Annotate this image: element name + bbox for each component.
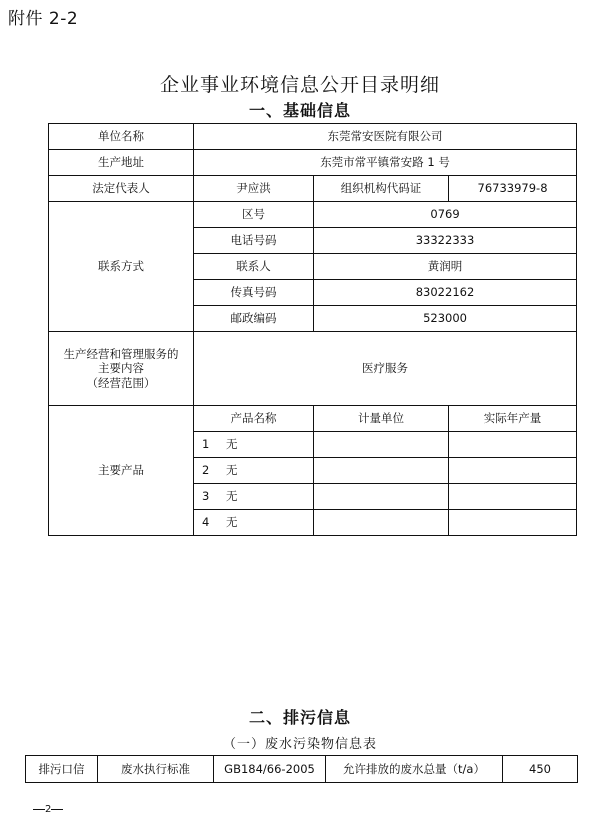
legal-rep-value: 尹应洪: [194, 176, 314, 202]
product-name: 无: [226, 437, 238, 452]
table-row: [49, 150, 577, 176]
product-name-cell: [194, 458, 314, 484]
contact-fax-label: 传真号码: [194, 280, 314, 306]
product-number: 3: [202, 489, 210, 504]
scope-value: 医疗服务: [194, 332, 577, 406]
table-row: [49, 176, 577, 202]
product-name-cell: [194, 432, 314, 458]
scope-label: [49, 332, 194, 406]
total-discharge-label: 允许排放的废水总量（t/a）: [326, 756, 503, 783]
address-value: 东莞市常平镇常安路 1 号: [194, 150, 577, 176]
product-unit-cell: [314, 510, 449, 536]
contact-person-label: 联系人: [194, 254, 314, 280]
contact-person-value: 黄润明: [314, 254, 577, 280]
total-discharge-value: 450: [503, 756, 578, 783]
section1-title: 一、基础信息: [248, 101, 351, 120]
product-name-cell: [194, 510, 314, 536]
page-number-dash: [51, 809, 63, 810]
contact-postcode-value: 523000: [314, 306, 577, 332]
page-number-dash: [33, 809, 45, 810]
product-output-cell: [449, 432, 577, 458]
contact-postcode-label: 邮政编码: [194, 306, 314, 332]
contact-label: 联系方式: [49, 202, 194, 332]
scope-label-line3: （经营范围）: [86, 375, 156, 390]
section2-title: 二、排污信息: [248, 708, 351, 727]
product-number: 2: [202, 463, 210, 478]
product-unit-cell: [314, 458, 449, 484]
table-row: [49, 202, 577, 228]
product-header-output: 实际年产量: [449, 406, 577, 432]
contact-area-code-value: 0769: [314, 202, 577, 228]
table-row: [49, 332, 577, 406]
section2-subtitle: （一）废水污染物信息表: [222, 737, 377, 752]
contact-fax-value: 83022162: [314, 280, 577, 306]
unit-name-label: 单位名称: [49, 124, 194, 150]
standard-label: 废水执行标准: [98, 756, 214, 783]
contact-phone-label: 电话号码: [194, 228, 314, 254]
scope-label-line1: 生产经营和管理服务的: [63, 346, 179, 361]
contact-area-code-label: 区号: [194, 202, 314, 228]
wastewater-table: [25, 755, 578, 783]
product-header-unit: 计量单位: [314, 406, 449, 432]
product-output-cell: [449, 458, 577, 484]
document-title: 企业事业环境信息公开目录明细: [159, 74, 440, 96]
product-output-cell: [449, 484, 577, 510]
products-label: 主要产品: [49, 406, 194, 536]
table-row: [26, 756, 578, 783]
product-name: 无: [226, 489, 238, 504]
product-unit-cell: [314, 432, 449, 458]
table-row: [49, 406, 577, 432]
scope-label-line2: 主要内容: [98, 361, 144, 376]
org-code-label: 组织机构代码证: [314, 176, 449, 202]
product-name-cell: [194, 484, 314, 510]
page-number-value: 2: [45, 804, 52, 815]
legal-rep-label: 法定代表人: [49, 176, 194, 202]
unit-name-value: 东莞常安医院有限公司: [194, 124, 577, 150]
table-row: [49, 124, 577, 150]
product-name: 无: [226, 463, 238, 478]
address-label: 生产地址: [49, 150, 194, 176]
outlet-label: 排污口信: [26, 756, 98, 783]
attachment-label: 附件 2-2: [8, 9, 79, 29]
product-number: 4: [202, 515, 210, 530]
product-name: 无: [226, 515, 238, 530]
product-output-cell: [449, 510, 577, 536]
standard-value: GB184/66-2005: [214, 756, 326, 783]
basic-info-table: [48, 123, 577, 536]
page-number: [33, 804, 63, 815]
contact-phone-value: 33322333: [314, 228, 577, 254]
product-unit-cell: [314, 484, 449, 510]
product-header-name: 产品名称: [194, 406, 314, 432]
product-number: 1: [202, 437, 210, 452]
org-code-value: 76733979-8: [449, 176, 577, 202]
